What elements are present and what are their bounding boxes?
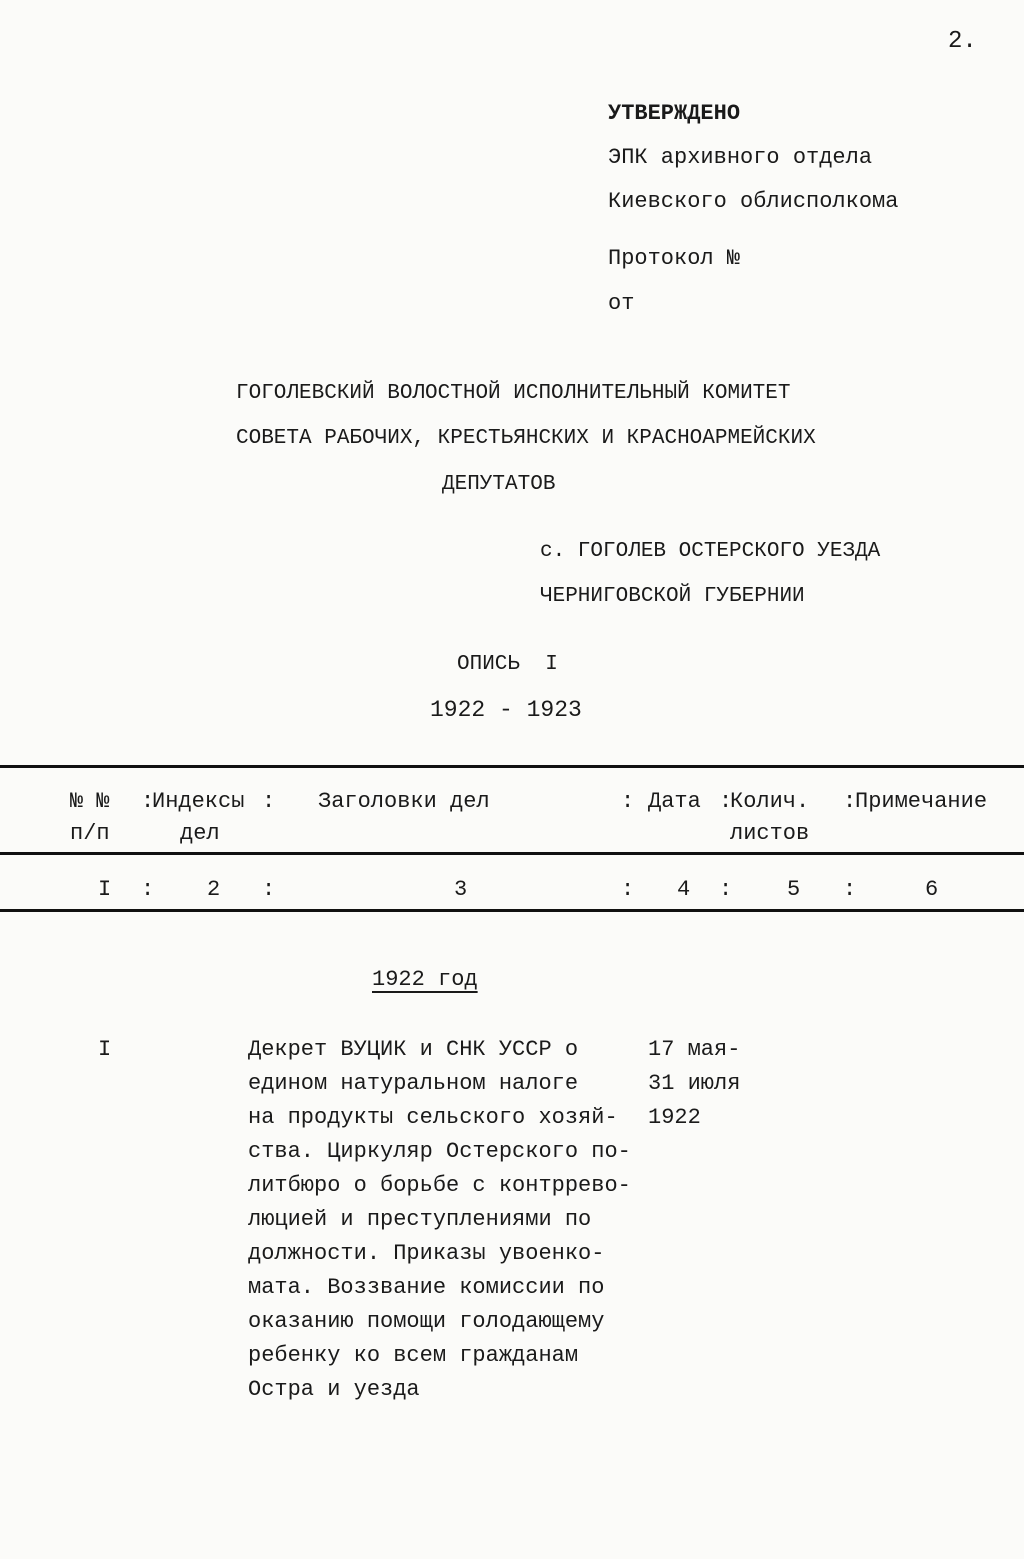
header-count-sep: : xyxy=(719,789,733,814)
column-number-4: 4 xyxy=(677,877,691,902)
text-line: Декрет ВУЦИК и СНК УССР о xyxy=(248,1037,579,1062)
column-number-6: 6 xyxy=(925,877,939,902)
text-line: люцией и преступлениями по xyxy=(248,1207,592,1232)
header-date: Дата xyxy=(648,789,701,814)
approval-title: УТВЕРЖДЕНО xyxy=(608,101,741,126)
heading-line-3: ДЕПУТАТОВ xyxy=(442,473,556,496)
approval-line-2: Киевского облисполкома xyxy=(608,189,899,214)
text-line: на продукты сельского хозяй- xyxy=(248,1105,618,1130)
text-line: оказанию помощи голодающему xyxy=(248,1309,605,1334)
place-line-2: ЧЕРНИГОВСКОЙ ГУБЕРНИИ xyxy=(540,585,805,608)
header-title: Заголовки дел xyxy=(318,789,490,814)
inventory-years: 1922 - 1923 xyxy=(430,697,582,723)
text-line: едином натуральном налоге xyxy=(248,1071,579,1096)
text-line: мата. Воззвание комиссии по xyxy=(248,1275,605,1300)
column-number-2: 2 xyxy=(207,877,221,902)
approval-from: от xyxy=(608,291,635,316)
table-top-rule xyxy=(0,765,1024,768)
text-line: 1922 xyxy=(648,1105,701,1130)
column-sep: : xyxy=(719,877,733,902)
heading-line-2: СОВЕТА РАБОЧИХ, КРЕСТЬЯНСКИХ И КРАСНОАРМЕЙСКИХ xyxy=(236,427,816,450)
header-number: № № xyxy=(70,789,110,814)
text-line: ства. Циркуляр Остерского по- xyxy=(248,1139,631,1164)
header-index-2: дел xyxy=(180,821,220,846)
text-line: 31 июля xyxy=(648,1071,741,1096)
header-bottom-rule xyxy=(0,852,1024,855)
header-count: Колич. xyxy=(730,789,810,814)
header-number-2: п/п xyxy=(70,821,110,846)
header-note-sep: : xyxy=(843,789,857,814)
page-number: 2. xyxy=(948,28,977,55)
header-index: Индексы xyxy=(152,789,245,814)
text-line: литбюро о борьбе с контррево- xyxy=(248,1173,631,1198)
header-date-sep: : xyxy=(621,789,635,814)
text-line: Остра и уезда xyxy=(248,1377,420,1402)
row-number: I xyxy=(98,1037,112,1062)
table-body-rule xyxy=(0,909,1024,912)
column-number-5: 5 xyxy=(787,877,801,902)
header-index-sep: : xyxy=(141,789,155,814)
header-count-2: листов xyxy=(730,821,810,846)
header-note: Примечание xyxy=(855,789,988,814)
column-sep: : xyxy=(843,877,857,902)
column-sep: : xyxy=(621,877,635,902)
section-title: 1922 год xyxy=(372,967,478,992)
heading-line-1: ГОГОЛЕВСКИЙ ВОЛОСТНОЙ ИСПОЛНИТЕЛЬНЫЙ КОМИТЕТ xyxy=(236,382,791,405)
header-title-sep: : xyxy=(262,789,276,814)
approval-protocol: Протокол № xyxy=(608,246,741,271)
column-sep: : xyxy=(262,877,276,902)
place-line-1: с. ГОГОЛЕВ ОСТЕРСКОГО УЕЗДА xyxy=(540,540,881,563)
column-number-1: I xyxy=(98,877,112,902)
column-number-3: 3 xyxy=(454,877,468,902)
text-line: ребенку ко всем гражданам xyxy=(248,1343,579,1368)
approval-line-1: ЭПК архивного отдела xyxy=(608,145,873,170)
text-line: должности. Приказы увоенко- xyxy=(248,1241,605,1266)
column-sep: : xyxy=(141,877,155,902)
text-line: 17 мая- xyxy=(648,1037,741,1062)
inventory-title: ОПИСЬ I xyxy=(457,653,558,676)
